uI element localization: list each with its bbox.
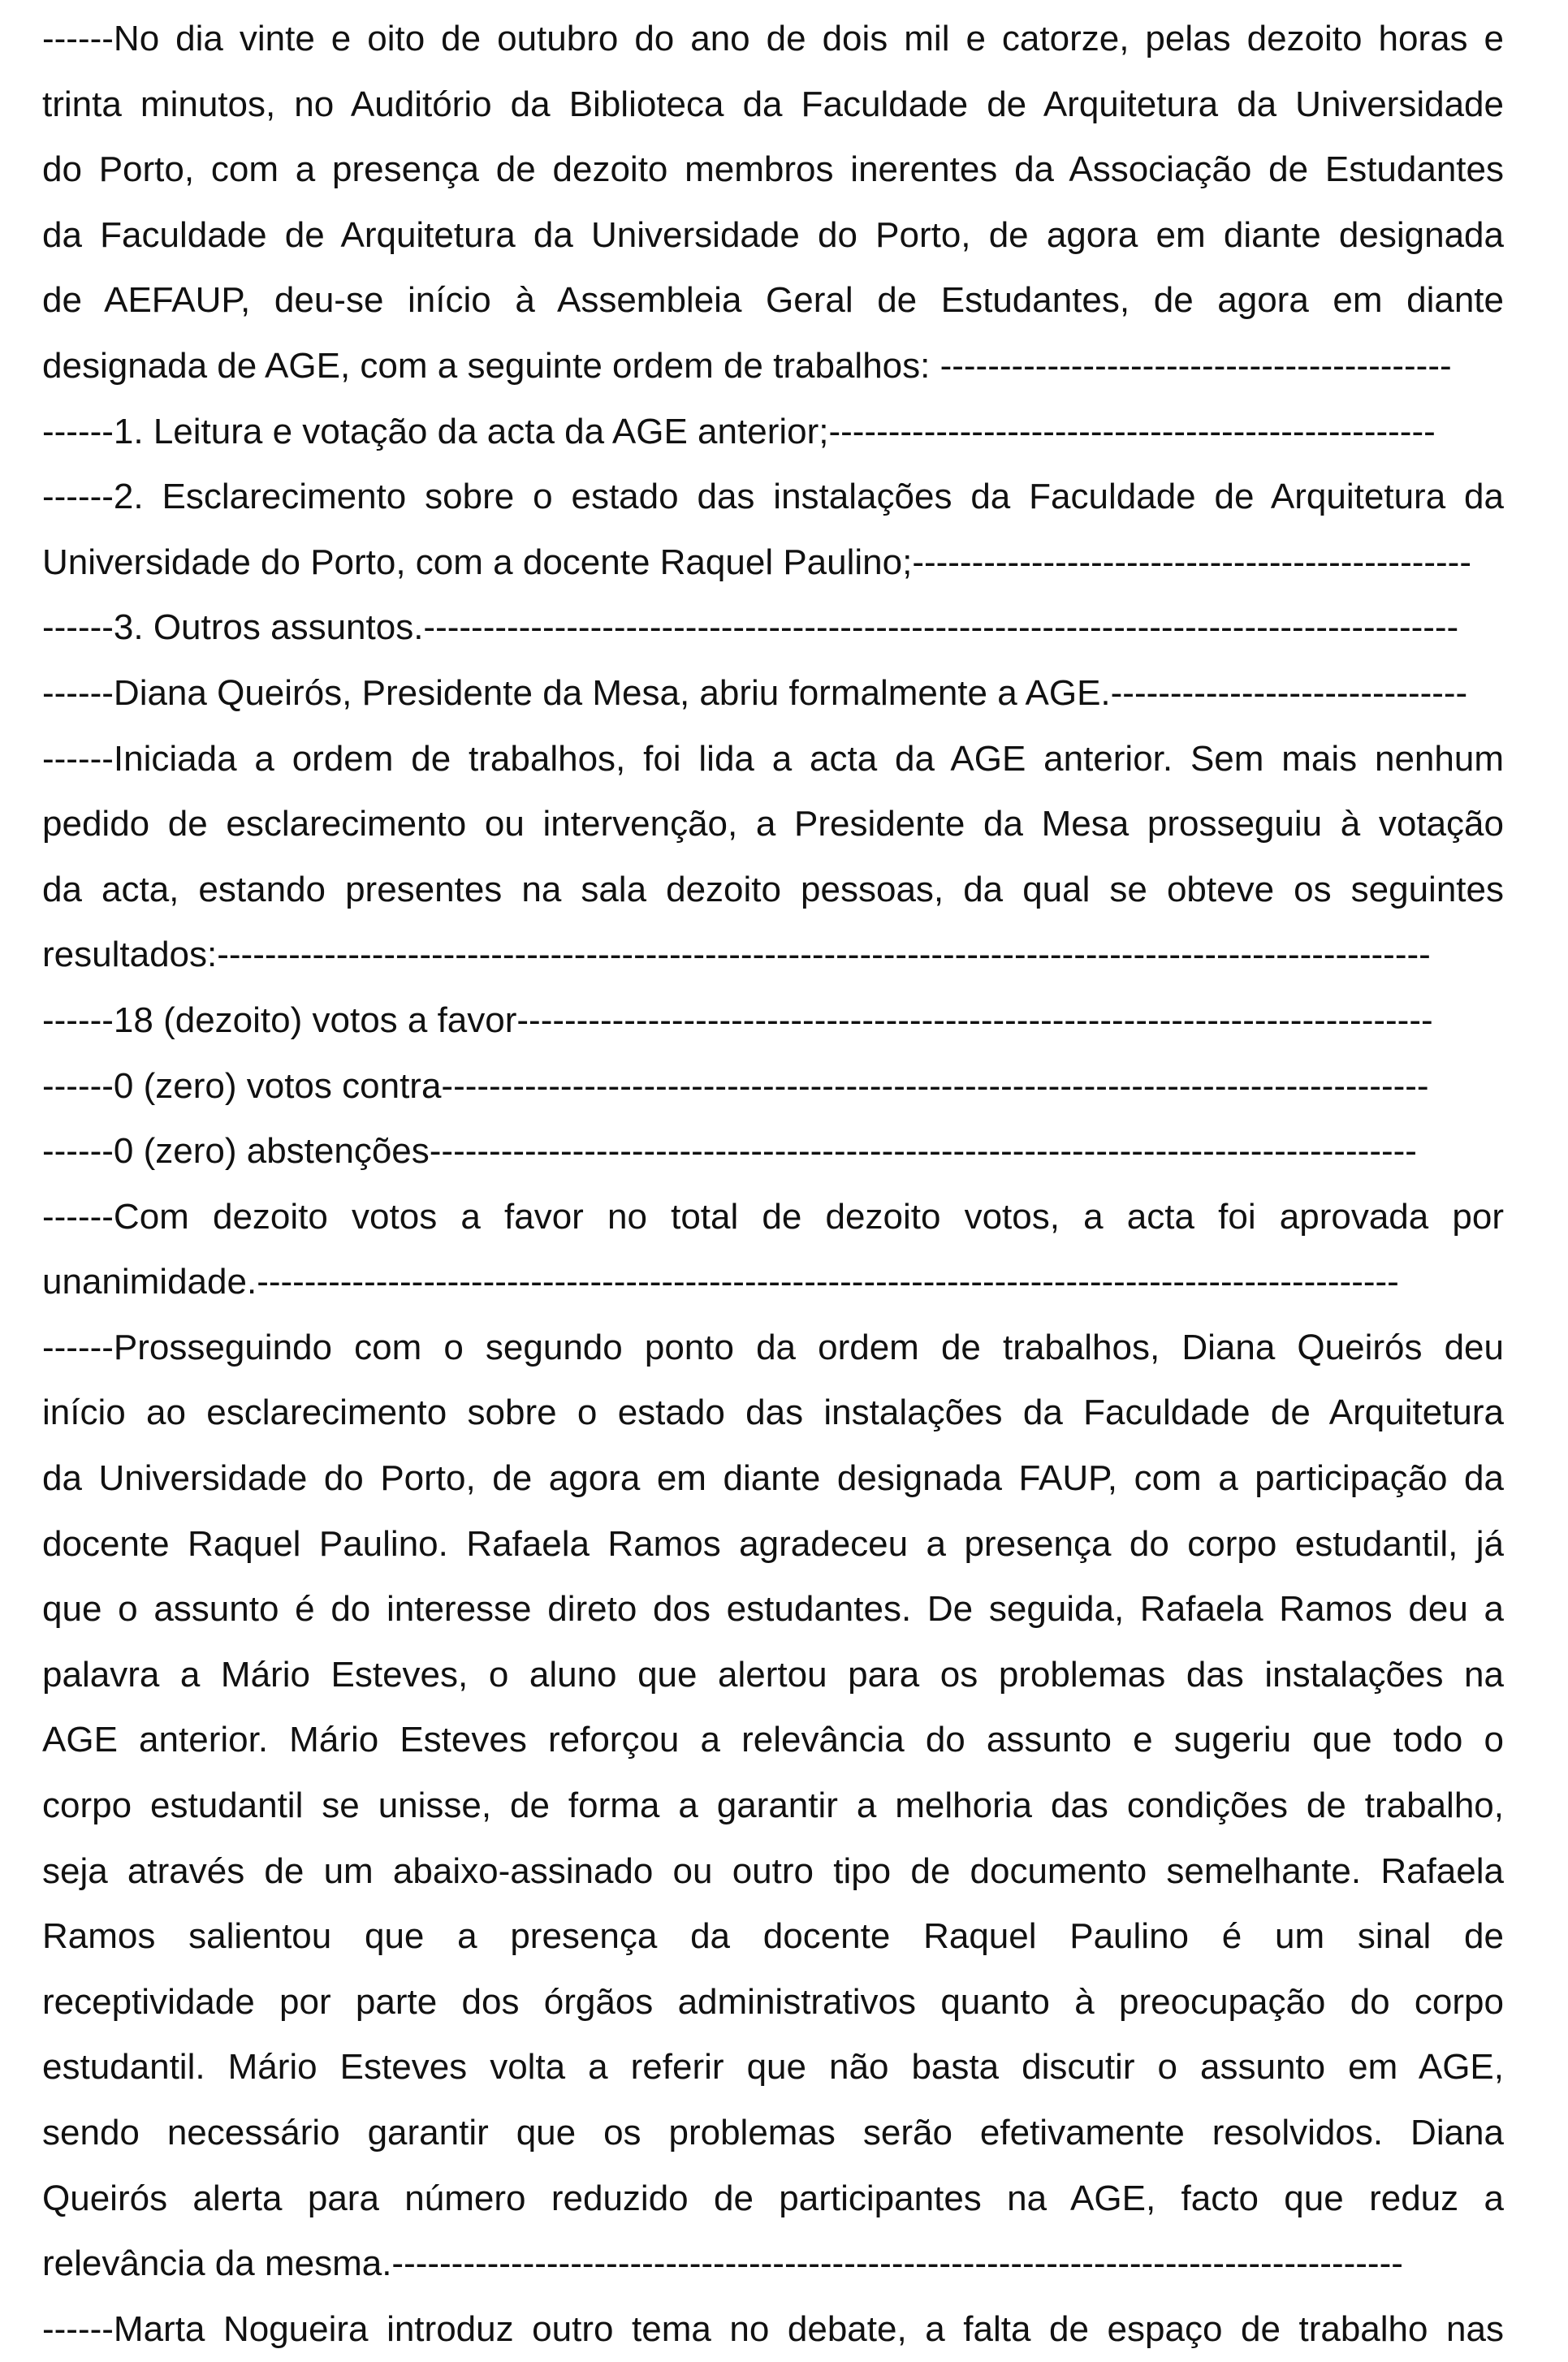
text-line: ------Iniciada a ordem de trabalhos, foi lida a acta da AGE anterior. Sem mais nenhum: [42, 738, 1504, 779]
text-line: do Porto, com a presença de dezoito membros inerentes da Associação de Estudantes: [42, 149, 1504, 190]
vote-result: ------0 (zero) votos contra-----------------------------------------------------------------------------------: [42, 1065, 1429, 1106]
agenda-item: ------2. Esclarecimento sobre o estado das instalações da Faculdade de Arquitetura da: [42, 477, 1504, 517]
minutes-page: [42, 6, 1504, 2362]
text-line: estudantil. Mário Esteves volta a referir que não basta discutir o assunto em AGE,: [42, 2047, 1504, 2088]
text-line: designada de AGE, com a seguinte ordem de trabalhos: -------------------------------------------: [42, 345, 1452, 386]
text-line: AGE anterior. Mário Esteves reforçou a relevância do assunto e sugeriu que todo o: [42, 1720, 1504, 1760]
agenda-item: ------1. Leitura e votação da acta da AGE anterior;---------------------------------------------------: [42, 411, 1436, 451]
text-line: que o assunto é do interesse direto dos estudantes. De seguida, Rafaela Ramos deu a: [42, 1589, 1504, 1630]
text-line: sendo necessário garantir que os problemas serão efetivamente resolvidos. Diana: [42, 2113, 1504, 2153]
text-line: unanimidade.------------------------------------------------------------------------------------------------: [42, 1262, 1399, 1302]
text-line: de AEFAUP, deu-se início à Assembleia Geral de Estudantes, de agora em diante: [42, 280, 1504, 321]
text-line: Ramos salientou que a presença da docente Raquel Paulino é um sinal de: [42, 1916, 1504, 1957]
text-line: ------No dia vinte e oito de outubro do ano de dois mil e catorze, pelas dezoito horas e: [42, 19, 1504, 58]
vote-result: ------18 (dezoito) votos a favor-----------------------------------------------------------------------------: [42, 1000, 1433, 1040]
text-line: ------Diana Queirós, Presidente da Mesa, abriu formalmente a AGE.------------------------------: [42, 672, 1468, 713]
text-line: pedido de esclarecimento ou intervenção, a Presidente da Mesa prosseguiu à votação: [42, 804, 1504, 844]
text-line: palavra a Mário Esteves, o aluno que alertou para os problemas das instalações na: [42, 1654, 1504, 1695]
text-line: Queirós alerta para número reduzido de participantes na AGE, facto que reduz a: [42, 2178, 1504, 2218]
text-line: da Faculdade de Arquitetura da Universidade do Porto, de agora em diante designada: [42, 214, 1504, 255]
text-line: início ao esclarecimento sobre o estado das instalações da Faculdade de Arquitetura: [42, 1393, 1504, 1433]
text-line: Universidade do Porto, com a docente Raquel Paulino;-----------------------------------------------: [42, 542, 1471, 582]
text-line: docente Raquel Paulino. Rafaela Ramos agradeceu a presença do corpo estudantil, já: [42, 1523, 1504, 1564]
text-line: ------Com dezoito votos a favor no total de dezoito votos, a acta foi aprovada por: [42, 1196, 1504, 1237]
text-line: da acta, estando presentes na sala dezoito pessoas, da qual se obteve os seguintes: [42, 869, 1504, 909]
text-line: corpo estudantil se unisse, de forma a garantir a melhoria das condições de trabalho,: [42, 1786, 1504, 1826]
text-line: ------Marta Nogueira introduz outro tema no debate, a falta de espaço de trabalho nas: [42, 2308, 1504, 2349]
agenda-item: ------3. Outros assuntos.---------------------------------------------------------------------------------------: [42, 607, 1459, 648]
text-line: ------Prosseguindo com o segundo ponto da ordem de trabalhos, Diana Queirós deu: [42, 1327, 1504, 1367]
vote-result: ------0 (zero) abstenções-----------------------------------------------------------------------------------: [42, 1131, 1417, 1172]
text-line: trinta minutos, no Auditório da Biblioteca da Faculdade de Arquitetura da Universidade: [42, 84, 1504, 124]
text-line: receptividade por parte dos órgãos administrativos quanto à preocupação do corpo: [42, 1981, 1504, 2022]
text-line: da Universidade do Porto, de agora em diante designada FAUP, com a participação da: [42, 1458, 1504, 1499]
text-line: seja através de um abaixo-assinado ou outro tipo de documento semelhante. Rafaela: [42, 1850, 1504, 1891]
text-line: resultados:------------------------------------------------------------------------------------------------------: [42, 935, 1431, 975]
text-line: relevância da mesma.-------------------------------------------------------------------------------------: [42, 2243, 1403, 2284]
